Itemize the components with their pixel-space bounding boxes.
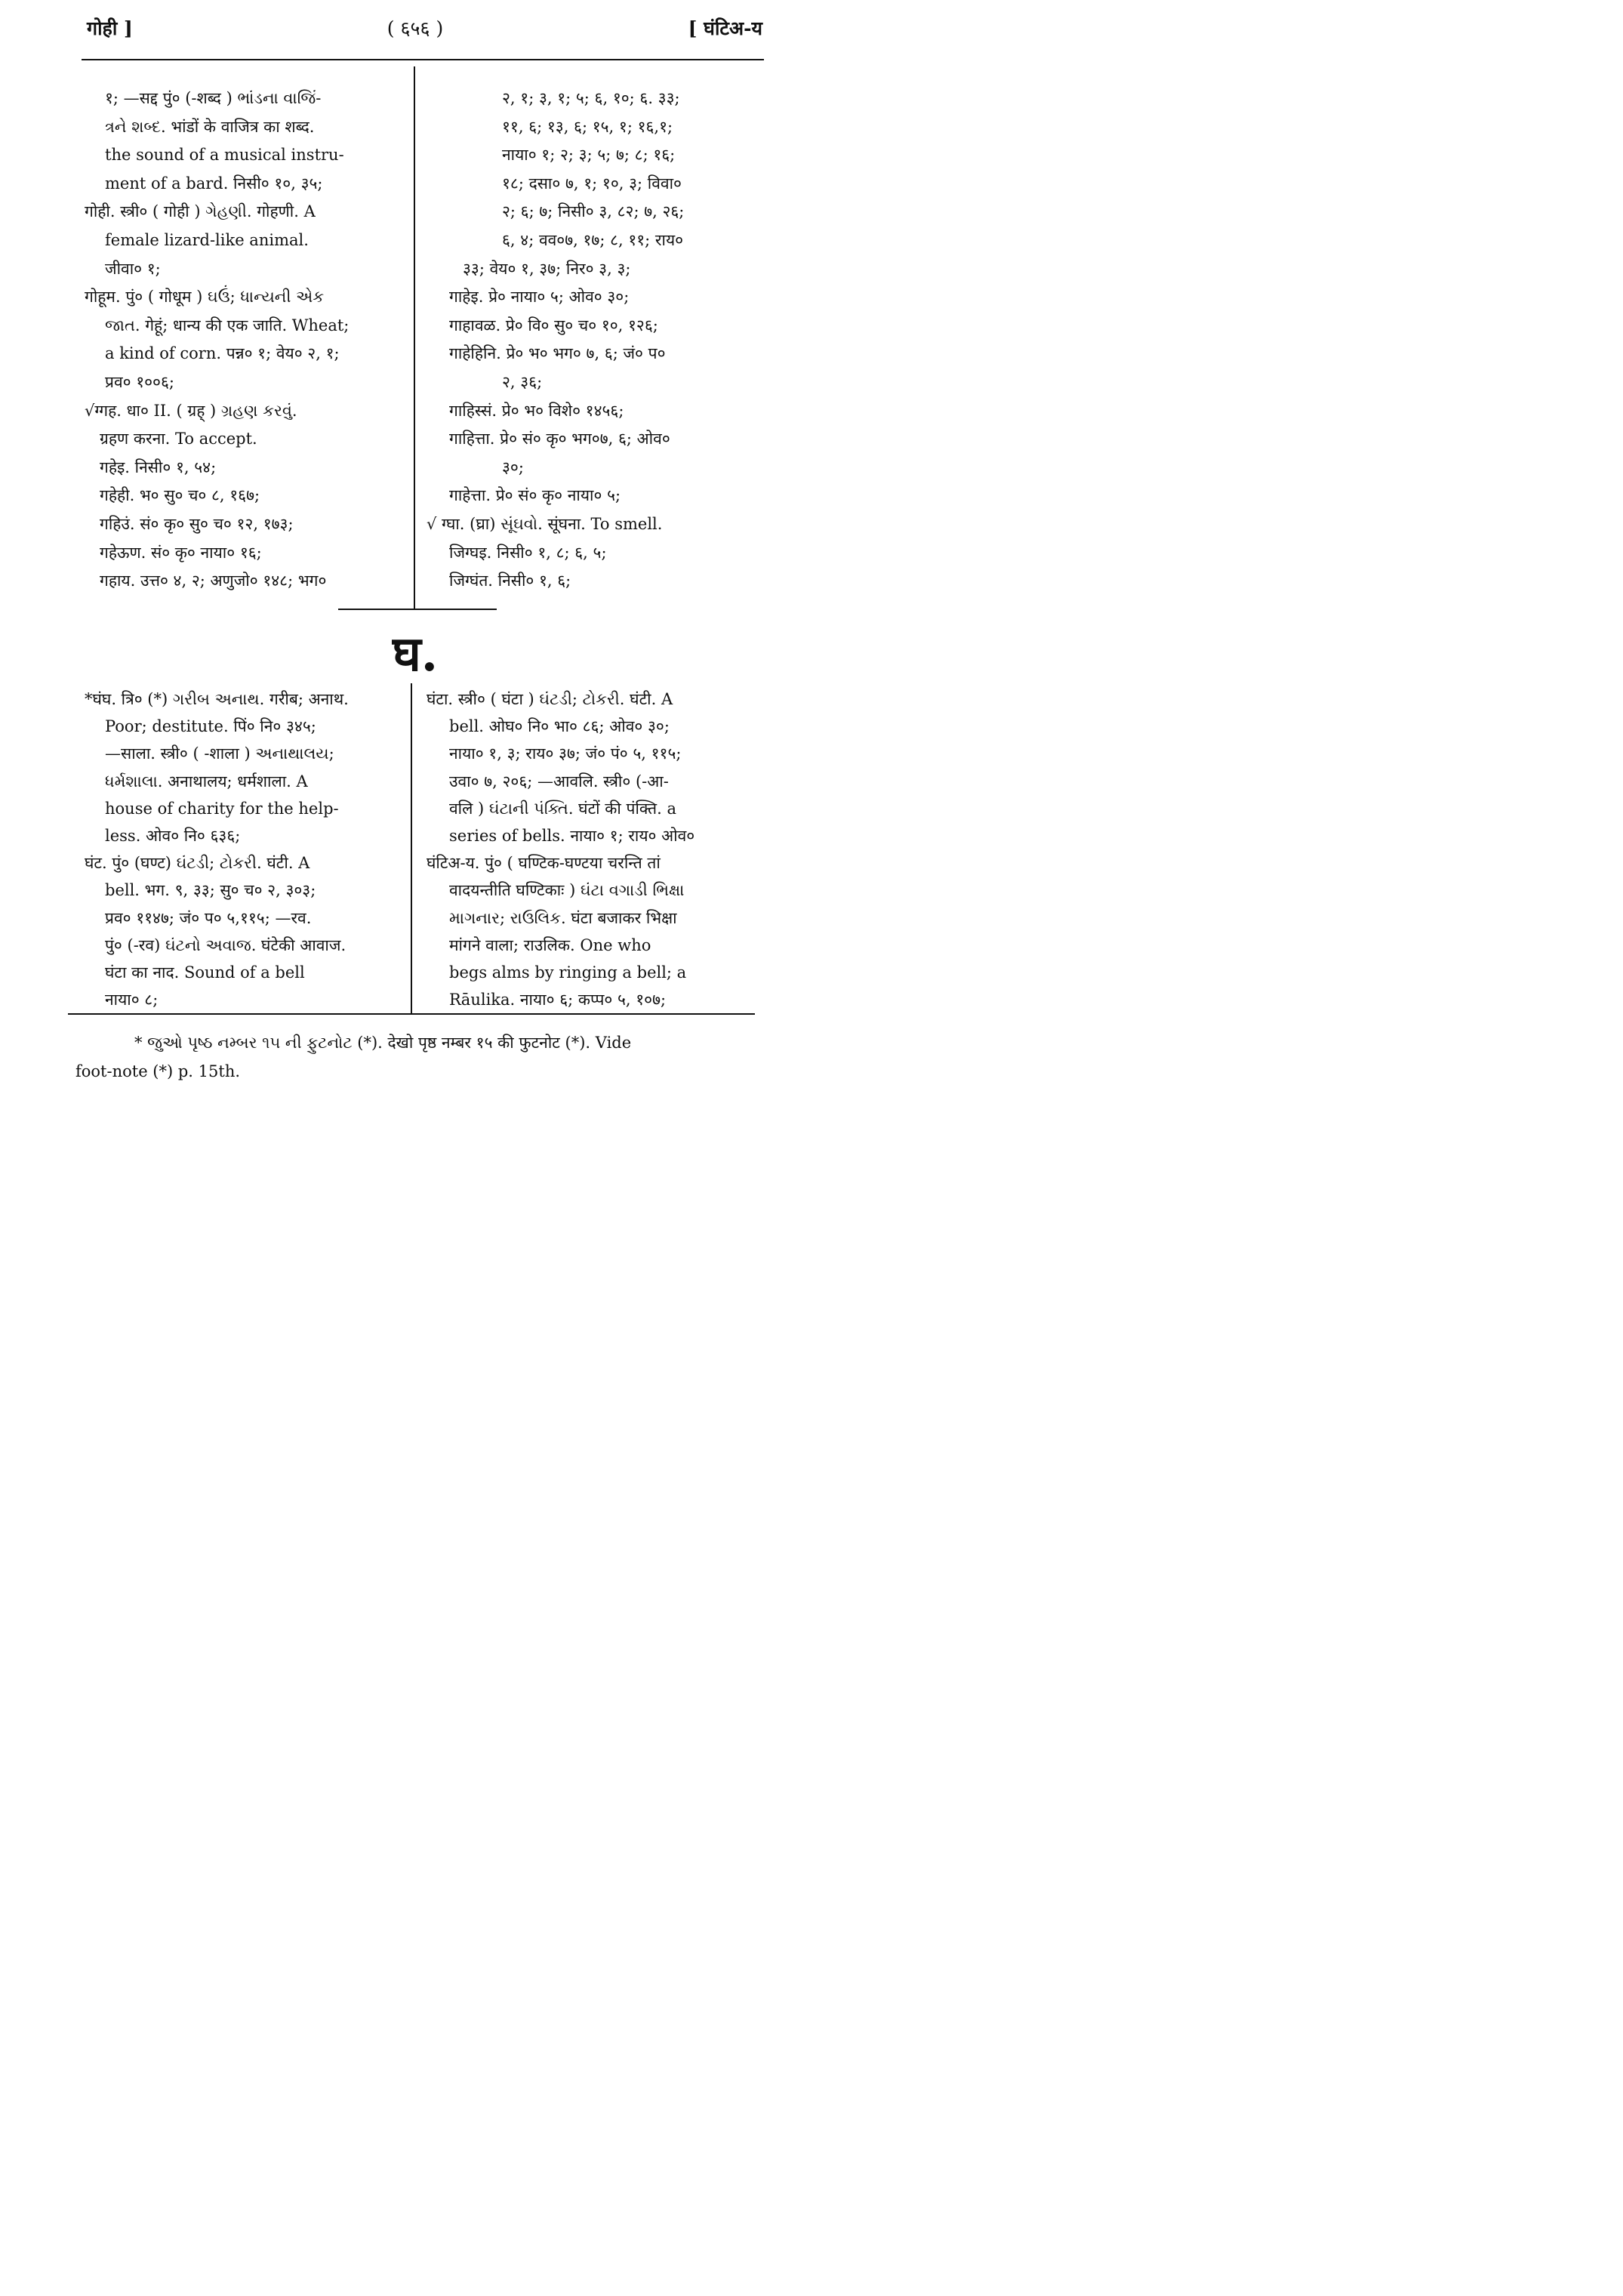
text-line: a kind of corn. पन्न० १; वेय० २, १;: [105, 344, 340, 363]
text-line: वलि ) ઘંટાની પંક્તિ. घंटों की पंक्ति. a: [449, 799, 676, 818]
entry-headword-line: √ ग्घा. (घ्रा) સૂંઘવો. सूंघना. To smell.: [427, 514, 663, 533]
subentry-line: गहाय. उत्त० ४, २; अणुजो० १४८; भग०: [100, 572, 327, 590]
text-line: प्रव० १००६;: [105, 372, 174, 391]
subentry-line: गाहावळ. प्रे० वि० सु० च० १०, १२६;: [449, 316, 658, 334]
header-right: [ घंटिअ-य: [688, 17, 762, 39]
text-line: २, १; ३, १; ५; ६, १०; ६. ३३;: [502, 89, 680, 107]
entry-headword-line: *घंघ. त्रि० (*) ગરીબ અનાથ. गरीब; अनाथ.: [85, 690, 349, 708]
text-line: —साला. स्त्री० ( -शाला ) અનાથાલય;: [105, 744, 334, 763]
text-line: २; ६; ७; निसी० ३, ८२; ७, २६;: [502, 202, 685, 221]
footnote-line: * જુઓ પૃષ્ઠ નમ્બર ૧૫ ની ફુટનોટ (*). देखो पृष्ठ नम्बर १५ की फुटनोट (*). Vide: [134, 1034, 632, 1052]
text-line: series of bells. नाया० १; राय० ओव०: [449, 827, 695, 846]
text-line: Poor; destitute. पिं० नि० ३४५;: [105, 717, 316, 736]
subentry-line: जिग्घंत. निसी० १, ६;: [449, 572, 571, 590]
text-line: ment of a bard. निसी० १०, ३५;: [105, 174, 323, 193]
subentry-line: गहेऊण. सं० कृ० नाया० १६;: [100, 543, 262, 562]
subentry-line: जिग्घइ. निसी० १, ८; ६, ५;: [449, 543, 607, 562]
subentry-line: गाहेहिनि. प्रे० भ० भग० ७, ६; जं० प०: [449, 344, 666, 363]
text-line: જાત. गेहूं; धान्य की एक जाति. Wheat;: [105, 316, 350, 334]
text-line: ६, ४; वव०७, १७; ८, ११; राय०: [502, 230, 684, 249]
subentry-line: गाहित्ता. प्रे० सं० कृ० भग०७, ६; ओव०: [449, 430, 670, 448]
top-column-divider: [414, 66, 415, 609]
subentry-line: गहिउं. सं० कृ० सु० च० १२, १७३;: [100, 514, 294, 533]
text-line: १; —सद्द पुं० (-शब्द ) ભાંડના વાજિં-: [105, 89, 322, 107]
text-line: मांगने वाला; राउलिक. One who: [449, 935, 651, 954]
text-line: માગનાર; રાઉલિક. घंटा बजाकर भिक्षा: [449, 908, 677, 927]
header-left: गोही ]: [87, 17, 133, 39]
subentry-line: गाहेइ. प्रे० नाया० ५; ओव० ३०;: [449, 288, 630, 307]
text-line: less. ओव० नि० ६३६;: [105, 827, 241, 846]
text-line: female lizard-like animal.: [105, 230, 309, 249]
text-line: ३३; वेय० १, ३७; निर० ३, ३;: [463, 259, 631, 278]
footnote-line: foot-note (*) p. 15th.: [75, 1062, 241, 1080]
text-line: १८; दसा० ७, १; १०, ३; विवा०: [502, 174, 682, 193]
text-line: उवा० ७, २०६; —आवलि. स्त्री० (-आ-: [449, 772, 669, 791]
text-line: ત્રને શબ્દ. भांडों के वाजित्र का शब्द.: [105, 117, 315, 136]
text-line: घंटा का नाद. Sound of a bell: [105, 963, 305, 982]
text-line: ધર્મશાલા. अनाथालय; धर्मशाला. A: [105, 772, 308, 791]
top-left-column: [85, 85, 409, 596]
text-line: ग्रहण करना. To accept.: [100, 430, 257, 448]
text-line: प्रव० ११४७; जं० प० ५,११५; —रव.: [105, 908, 312, 927]
entry-headword-line: घंट. पुं० (घण्ट) ઘંટડી; ટોકરી. घंटी. A: [85, 854, 310, 873]
text-line: नाया० १, ३; राय० ३७; जं० पं० ५, ११५;: [449, 744, 682, 763]
top-section-end-rule: [338, 609, 497, 610]
bottom-right-column: [427, 686, 751, 1013]
entry-headword-line: √ग्गह. धा० II. ( ग्रह् ) ગ્રહણ કરવું.: [85, 401, 297, 420]
header-rule: [82, 59, 764, 60]
bottom-column-divider: [411, 683, 412, 1014]
text-line: the sound of a musical instru-: [105, 146, 344, 165]
text-line: जीवा० १;: [105, 259, 161, 278]
text-line: bell. ओघ० नि० भा० ८६; ओव० ३०;: [449, 717, 670, 736]
section-letter: घ.: [392, 626, 439, 683]
text-line: house of charity for the help-: [105, 799, 339, 818]
footnote: [75, 1028, 749, 1086]
subentry-line: गाहिस्सं. प्रे० भ० विशे० १४५६;: [449, 401, 624, 420]
text-line: पुं० (-रव) ઘંટનો અવાજ. घंटेकी आवाज.: [105, 935, 346, 954]
text-line: ३०;: [502, 458, 524, 476]
entry-headword-line: गोहूम. पुं० ( गोधूम ) ઘઉં; ધાન્યની એક: [85, 288, 325, 307]
subentry-line: गहेही. भ० सु० च० ८, १६७;: [100, 486, 260, 505]
subentry-line: गाहेत्ता. प्रे० सं० कृ० नाया० ५;: [449, 486, 621, 505]
text-line: नाया० ८;: [105, 991, 159, 1009]
text-line: नाया० १; २; ३; ५; ७; ८; १६;: [502, 146, 676, 165]
text-line: २, ३६;: [502, 372, 543, 391]
text-line: Rāulika. नाया० ६; कप्प० ५, १०७;: [449, 991, 667, 1009]
text-line: begs alms by ringing a bell; a: [449, 963, 687, 982]
entry-headword-line: गोही. स्त्री० ( गोही ) ગેહણી. गोहणी. A: [85, 202, 316, 221]
page-number: ( ६५६ ): [387, 17, 444, 39]
text-line: वादयन्तीति घण्टिकाः ) ઘંટા વગાડી ભિક્ષા: [449, 881, 685, 900]
top-right-column: [427, 85, 751, 596]
text-line: ११, ६; १३, ६; १५, १; १६,१;: [502, 117, 673, 136]
entry-headword-line: घंटिअ-य. पुं० ( घण्टिक-घण्टया चरन्ति तां: [427, 854, 661, 873]
bottom-left-column: [85, 686, 409, 1013]
text-line: bell. भग. ९, ३३; सु० च० २, ३०३;: [105, 881, 316, 900]
subentry-line: गहेइ. निसी० १, ५४;: [100, 458, 217, 476]
entry-headword-line: घंटा. स्त्री० ( घंटा ) ઘંટડી; ટોકરી. घंटी. A: [427, 690, 673, 708]
